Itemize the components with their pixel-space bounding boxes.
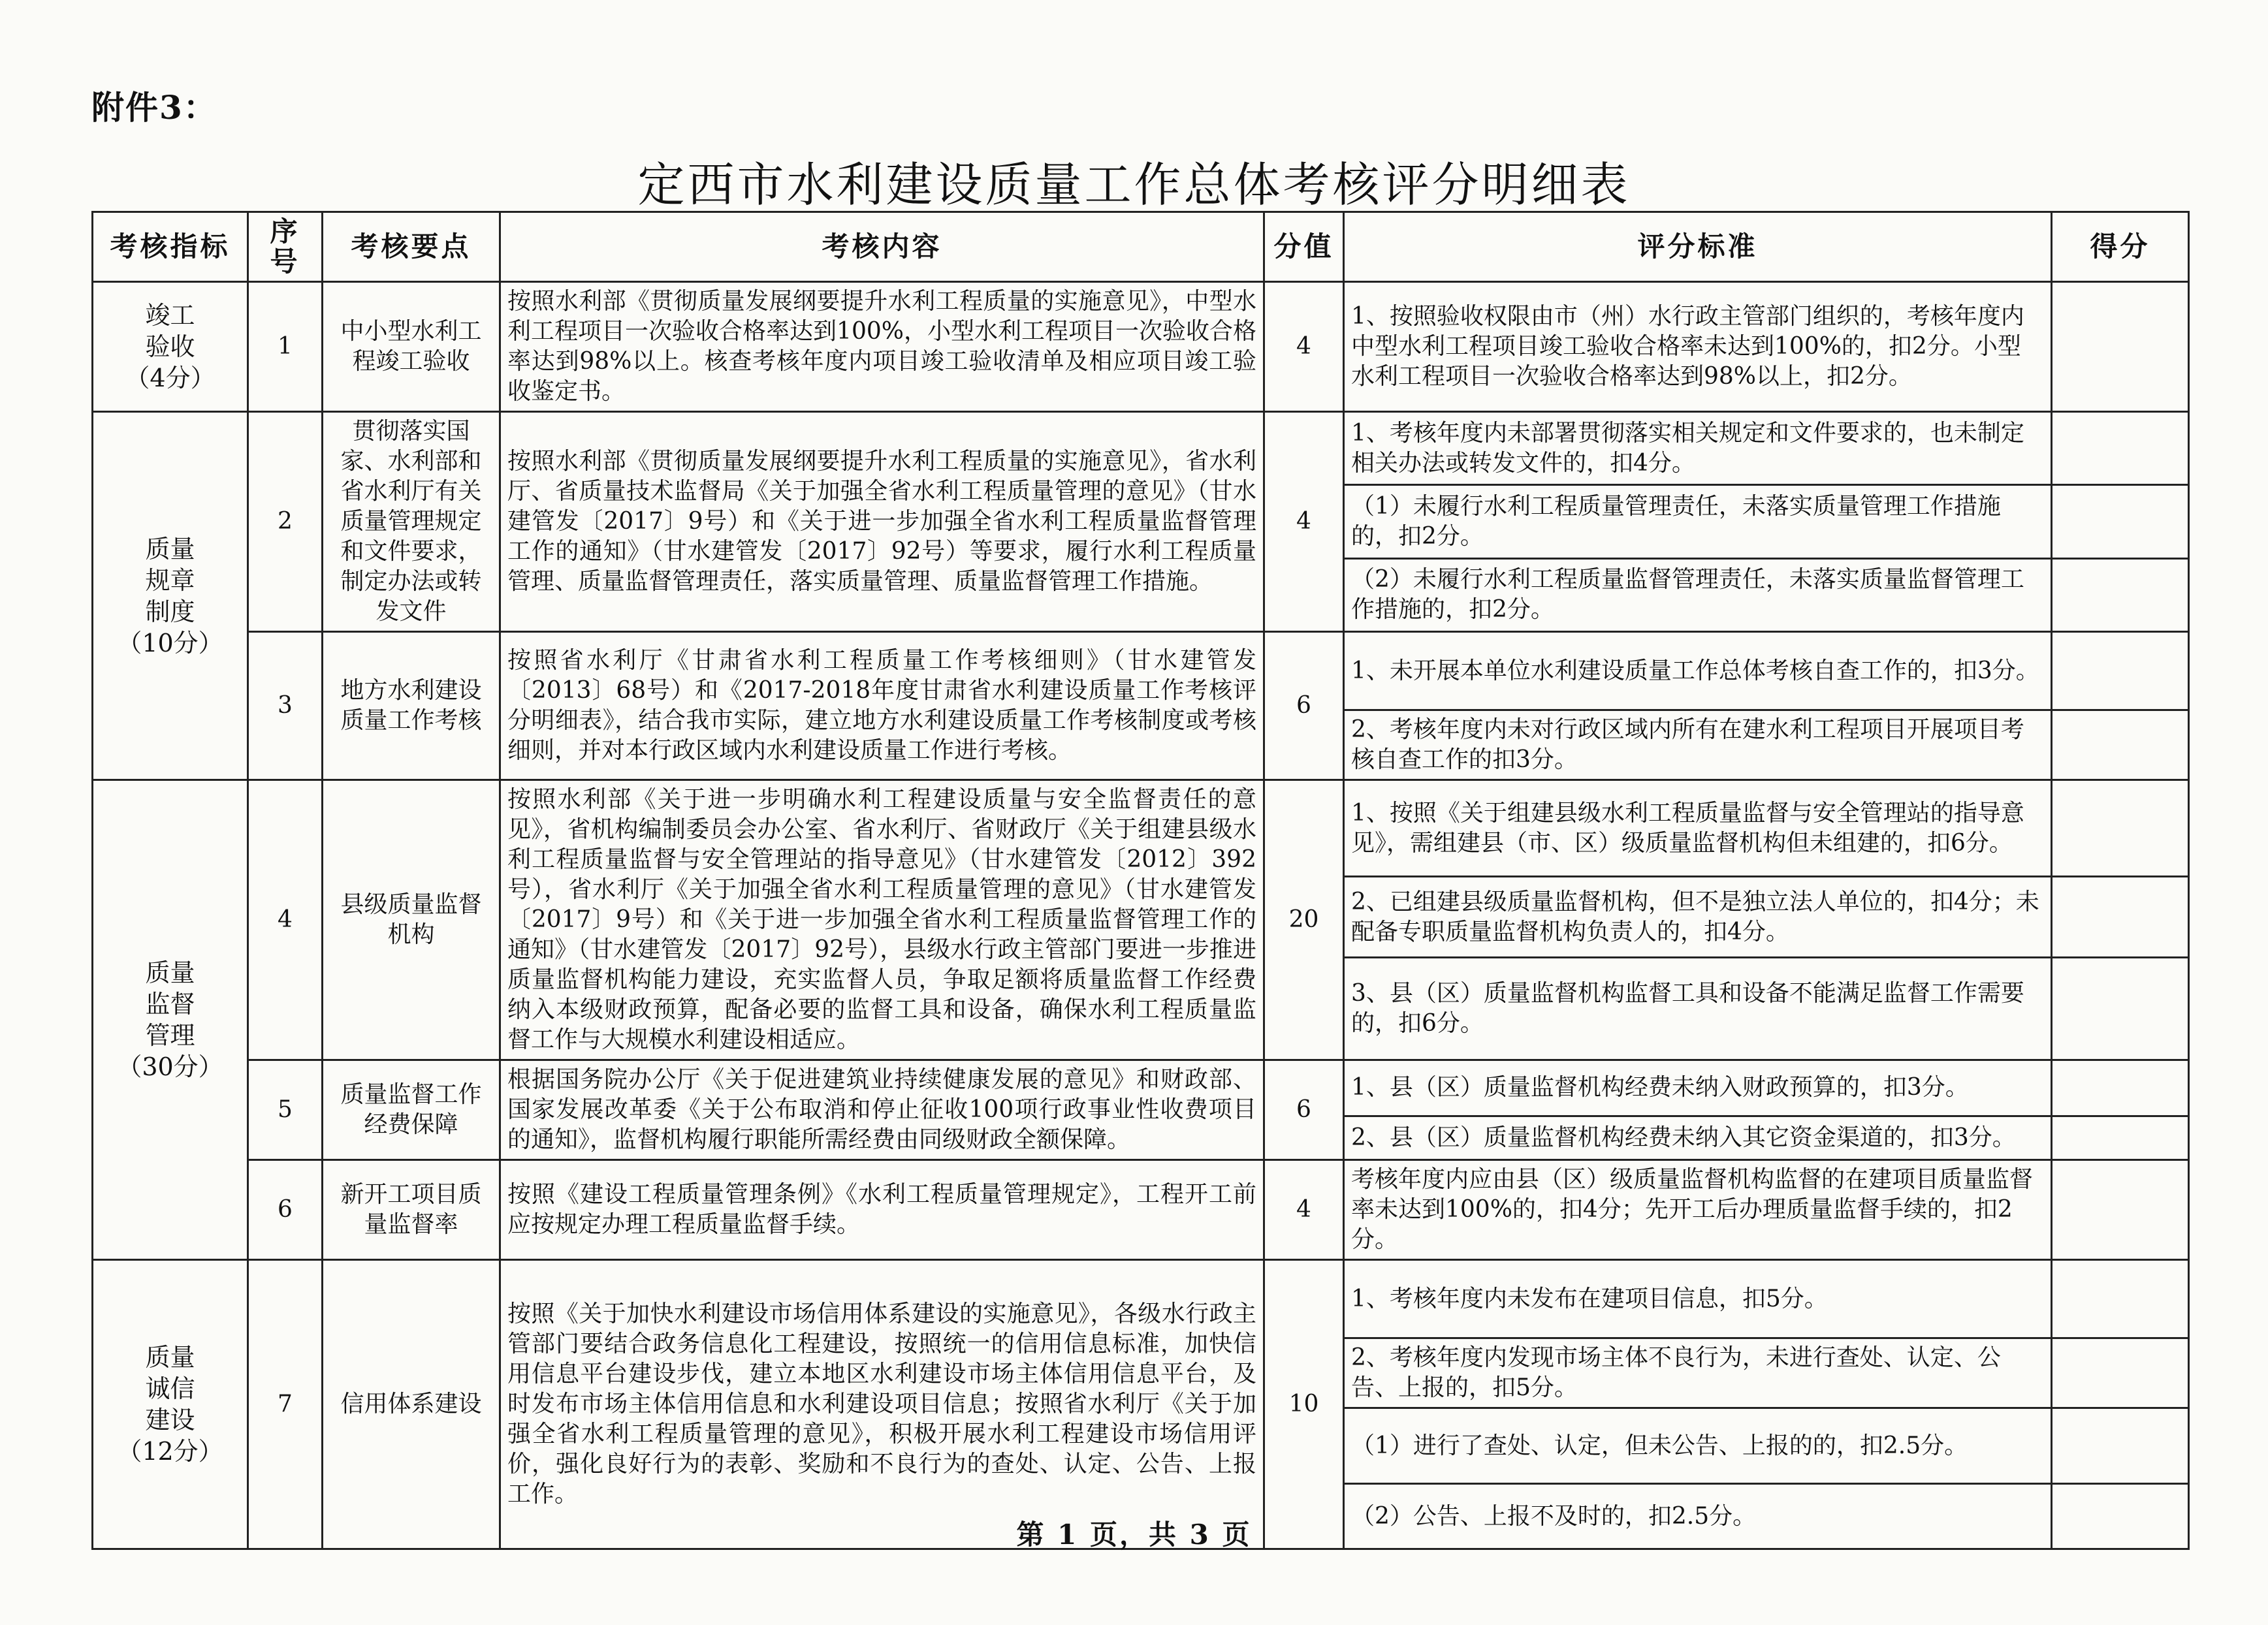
key-point-cell: 地方水利建设质量工作考核 — [323, 632, 500, 780]
content-cell: 按照省水利厅《甘肃省水利工程质量工作考核细则》（甘水建管发〔2013〕68号）和《2017-2018年度甘肃省水利建设质量工作考核评分明细表》，结合我市实际，建立地方水利建设质量工作考核制度或考核细则，并对本行政区域内水利建设质量工作进行考核。 — [500, 632, 1264, 780]
header-key-point: 考核要点 — [323, 212, 500, 282]
criteria-cell: 2、县（区）质量监督机构经费未纳入其它资金渠道的，扣3分。 — [1344, 1116, 2052, 1160]
attachment-label: 附件3： — [91, 88, 217, 127]
criteria-cell: 2、已组建县级质量监督机构，但不是独立法人单位的，扣4分；未配备专职质量监督机构负责人的，扣4分。 — [1344, 877, 2052, 958]
criteria-cell: 1、县（区）质量监督机构经费未纳入财政预算的，扣3分。 — [1344, 1060, 2052, 1116]
score-cell — [2052, 877, 2189, 958]
key-point-cell: 中小型水利工程竣工验收 — [323, 282, 500, 412]
document-title: 定西市水利建设质量工作总体考核评分明细表 — [637, 157, 1631, 212]
seq-cell: 5 — [248, 1060, 323, 1160]
points-cell: 4 — [1264, 282, 1344, 412]
content-cell: 根据国务院办公厅《关于促进建筑业持续健康发展的意见》和财政部、国家发展改革委《关于公布取消和停止征收100项行政事业性收费项目的通知》，监督机构履行职能所需经费由同级财政全额保障。 — [500, 1060, 1264, 1160]
score-cell — [2052, 957, 2189, 1060]
page-footer: 第 1 页，共 3 页 — [1016, 1519, 1252, 1551]
points-cell: 10 — [1264, 1260, 1344, 1549]
content-cell: 按照《关于加快水利建设市场信用体系建设的实施意见》，各级水行政主管部门要结合政务信息化工程建设，按照统一的信用信息标准，加快信用信息平台建设步伐，建立本地区水利建设市场主体信用信息平台，及时发布市场主体信用信息和水利建设项目信息；按照省水利厅《关于加强全省水利工程质量管理的意见》，积极开展水利工程建设市场信用评价，强化良好行为的表彰、奖励和不良行为的查处、认定、公告、上报工作。 — [500, 1260, 1264, 1549]
score-cell — [2052, 780, 2189, 877]
criteria-cell: （2）未履行水利工程质量监督管理责任，未落实质量监督管理工作措施的，扣2分。 — [1344, 558, 2052, 631]
table-row — [93, 780, 2189, 877]
seq-cell: 1 — [248, 282, 323, 412]
key-point-cell: 县级质量监督机构 — [323, 780, 500, 1060]
score-cell — [2052, 1260, 2189, 1338]
table-row — [93, 1260, 2189, 1338]
points-cell: 6 — [1264, 632, 1344, 780]
criteria-cell: 考核年度内应由县（区）级质量监督机构监督的在建项目质量监督率未达到100%的，扣4分；先开工后办理质量监督手续的，扣2分。 — [1344, 1160, 2052, 1260]
score-cell — [2052, 1060, 2189, 1116]
criteria-cell: 1、考核年度内未部署贯彻落实相关规定和文件要求的，也未制定相关办法或转发文件的，扣4分。 — [1344, 412, 2052, 485]
header-score: 得分 — [2052, 212, 2189, 282]
table-body — [93, 282, 2189, 1549]
criteria-cell: （1）进行了查处、认定，但未公告、上报的的，扣2.5分。 — [1344, 1408, 2052, 1484]
criteria-cell: 3、县（区）质量监督机构监督工具和设备不能满足监督工作需要的，扣6分。 — [1344, 957, 2052, 1060]
points-cell: 4 — [1264, 1160, 1344, 1260]
score-cell — [2052, 282, 2189, 412]
key-point-cell: 信用体系建设 — [323, 1260, 500, 1549]
score-cell — [2052, 412, 2189, 485]
indicator-cell: 质量 监督 管理 （30分） — [93, 780, 248, 1260]
criteria-cell: 1、未开展本单位水利建设质量工作总体考核自查工作的，扣3分。 — [1344, 632, 2052, 710]
score-cell — [2052, 1408, 2189, 1484]
header-row — [93, 212, 2189, 282]
table-row — [93, 282, 2189, 412]
key-point-cell: 新开工项目质量监督率 — [323, 1160, 500, 1260]
header-indicator: 考核指标 — [93, 212, 248, 282]
header-content: 考核内容 — [500, 212, 1264, 282]
header-criteria: 评分标准 — [1344, 212, 2052, 282]
scoring-table — [91, 211, 2190, 1550]
seq-cell: 4 — [248, 780, 323, 1060]
table-row — [93, 1160, 2189, 1260]
criteria-cell: （1）未履行水利工程质量管理责任，未落实质量管理工作措施的，扣2分。 — [1344, 485, 2052, 558]
criteria-cell: （2）公告、上报不及时的，扣2.5分。 — [1344, 1484, 2052, 1549]
points-cell: 4 — [1264, 412, 1344, 632]
points-cell: 20 — [1264, 780, 1344, 1060]
table-row — [93, 412, 2189, 485]
table-row — [93, 632, 2189, 710]
indicator-cell: 质量 规章 制度 （10分） — [93, 412, 248, 780]
content-cell: 按照水利部《贯彻质量发展纲要提升水利工程质量的实施意见》，省水利厅、省质量技术监督局《关于加强全省水利工程质量管理的意见》（甘水建管发〔2017〕9号）和《关于进一步加强全省水利工程质量监督管理工作的通知》（甘水建管发〔2017〕92号）等要求，履行水利工程质量管理、质量监督管理责任，落实质量管理、质量监督管理工作措施。 — [500, 412, 1264, 632]
score-cell — [2052, 710, 2189, 780]
table-row — [93, 1060, 2189, 1116]
indicator-cell: 竣工 验收 （4分） — [93, 282, 248, 412]
score-cell — [2052, 632, 2189, 710]
header-points: 分值 — [1264, 212, 1344, 282]
seq-cell: 7 — [248, 1260, 323, 1549]
content-cell: 按照水利部《贯彻质量发展纲要提升水利工程质量的实施意见》，中型水利工程项目一次验收合格率达到100%，小型水利工程项目一次验收合格率达到98%以上。核查考核年度内项目竣工验收清单及相应项目竣工验收鉴定书。 — [500, 282, 1264, 412]
criteria-cell: 2、考核年度内发现市场主体不良行为，未进行查处、认定、公告、上报的，扣5分。 — [1344, 1338, 2052, 1408]
key-point-cell: 贯彻落实国家、水利部和省水利厅有关质量管理规定和文件要求，制定办法或转发文件 — [323, 412, 500, 632]
criteria-cell: 2、考核年度内未对行政区域内所有在建水利工程项目开展项目考核自查工作的扣3分。 — [1344, 710, 2052, 780]
score-cell — [2052, 558, 2189, 631]
key-point-cell: 质量监督工作经费保障 — [323, 1060, 500, 1160]
indicator-cell: 质量 诚信 建设 （12分） — [93, 1260, 248, 1549]
header-seq: 序号 — [248, 212, 323, 282]
score-cell — [2052, 1338, 2189, 1408]
score-cell — [2052, 1160, 2189, 1260]
content-cell: 按照水利部《关于进一步明确水利工程建设质量与安全监督责任的意见》，省机构编制委员会办公室、省水利厅、省财政厅《关于组建县级水利工程质量监督与安全管理站的指导意见》（甘水建管发〔2012〕392号），省水利厅《关于加强全省水利工程质量管理的意见》（甘水建管发〔2017〕9号）和《关于进一步加强全省水利工程质量监督管理工作的通知》（甘水建管发〔2017〕92号），县级水行政主管部门要进一步推进质量监督机构能力建设，充实监督人员，争取足额将质量监督工作经费纳入本级财政预算，配备必要的监督工具和设备，确保水利工程质量监督工作与大规模水利建设相适应。 — [500, 780, 1264, 1060]
seq-cell: 6 — [248, 1160, 323, 1260]
score-cell — [2052, 1116, 2189, 1160]
points-cell: 6 — [1264, 1060, 1344, 1160]
criteria-cell: 1、按照《关于组建县级水利工程质量监督与安全管理站的指导意见》，需组建县（市、区）级质量监督机构但未组建的，扣6分。 — [1344, 780, 2052, 877]
score-cell — [2052, 485, 2189, 558]
seq-cell: 3 — [248, 632, 323, 780]
content-cell: 按照《建设工程质量管理条例》《水利工程质量管理规定》，工程开工前应按规定办理工程质量监督手续。 — [500, 1160, 1264, 1260]
criteria-cell: 1、按照验收权限由市（州）水行政主管部门组织的，考核年度内中型水利工程项目竣工验收合格率未达到100%的，扣2分。小型水利工程项目一次验收合格率达到98%以上，扣2分。 — [1344, 282, 2052, 412]
seq-cell: 2 — [248, 412, 323, 632]
criteria-cell: 1、考核年度内未发布在建项目信息，扣5分。 — [1344, 1260, 2052, 1338]
